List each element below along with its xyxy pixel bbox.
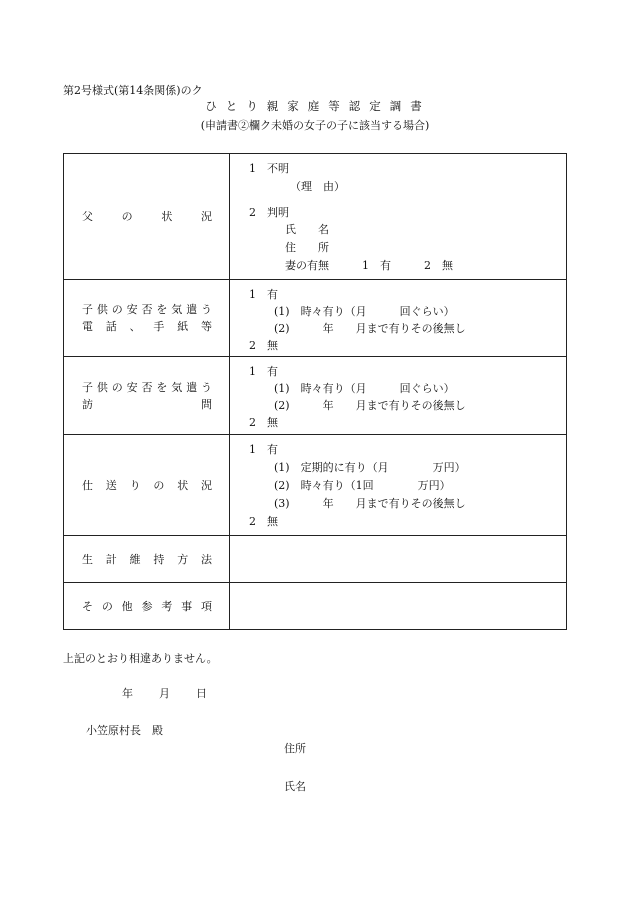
father-status-label: 父の状況	[82, 210, 212, 223]
certification-table	[63, 153, 567, 630]
table-row-phone-letter	[64, 280, 567, 357]
option-until: (3) 年 月まで有りその後無し	[274, 497, 466, 510]
date-line	[122, 688, 207, 699]
remittance-value	[230, 435, 567, 536]
row-label-cell	[64, 280, 230, 357]
father-status-value	[230, 154, 567, 280]
applicant-name-label: 氏名	[284, 780, 306, 793]
option-yes: 1 有	[249, 443, 278, 456]
father-address-label: 住 所	[285, 241, 329, 254]
option-regular: (1) 定期的に有り（月 万円）	[274, 461, 466, 474]
visit-label-line2: 訪問	[82, 397, 212, 411]
livelihood-value	[230, 536, 567, 583]
table-row-father-status	[64, 154, 567, 280]
option-until: (2) 年 月まで有りその後無し	[274, 322, 466, 335]
row-label-cell	[64, 357, 230, 435]
phone-letter-label-line1: 子供の安否を気遣う	[82, 303, 212, 316]
visit-value	[230, 357, 567, 435]
option-sometimes: (2) 時々有り（1回 万円）	[274, 479, 451, 492]
option-sometimes: (1) 時々有り（月 回ぐらい）	[274, 382, 455, 395]
date-day: 日	[196, 687, 207, 700]
remittance-label: 仕送りの状況	[82, 478, 212, 492]
table-row-other-notes	[64, 583, 567, 630]
date-month: 月	[159, 687, 170, 700]
row-label-cell	[64, 154, 230, 280]
option-no: 2 無	[249, 515, 278, 528]
option-no: 2 無	[249, 416, 278, 429]
table-row-visit	[64, 357, 567, 435]
option-sometimes: (1) 時々有り（月 回ぐらい）	[274, 305, 455, 318]
row-label-cell	[64, 435, 230, 536]
option-yes: 1 有	[249, 288, 278, 301]
addressee: 小笠原村長 殿	[86, 724, 163, 737]
livelihood-label: 生計維持方法	[82, 552, 212, 566]
visit-label-line1: 子供の安否を気遣う	[82, 380, 212, 394]
option-known: 2 判明	[249, 206, 289, 219]
applicant-address-label: 住所	[284, 742, 306, 755]
phone-letter-label-line2: 電話、手紙等	[82, 320, 212, 333]
wife-presence-line: 妻の有無 1 有 2 無	[285, 259, 453, 272]
table-row-remittance	[64, 435, 567, 536]
row-label-cell	[64, 583, 230, 630]
reason-label: （理 由）	[290, 180, 345, 193]
other-notes-value	[230, 583, 567, 630]
option-no: 2 無	[249, 339, 278, 352]
declaration-text: 上記のとおり相違ありません。	[63, 652, 218, 665]
option-until: (2) 年 月まで有りその後無し	[274, 399, 466, 412]
date-year: 年	[122, 687, 133, 700]
father-name-label: 氏 名	[285, 223, 329, 236]
other-notes-label: その他参考事項	[82, 599, 212, 613]
table-row-livelihood	[64, 536, 567, 583]
phone-letter-value	[230, 280, 567, 357]
form-title: ひとり親家庭等認定調書	[205, 99, 431, 113]
option-unknown: 1 不明	[249, 162, 289, 175]
form-subtitle: (申請書②欄ク未婚の女子の子に該当する場合)	[200, 119, 430, 132]
option-yes: 1 有	[249, 365, 278, 378]
row-label-cell	[64, 536, 230, 583]
form-number: 第2号様式(第14条関係)のク	[63, 84, 203, 97]
